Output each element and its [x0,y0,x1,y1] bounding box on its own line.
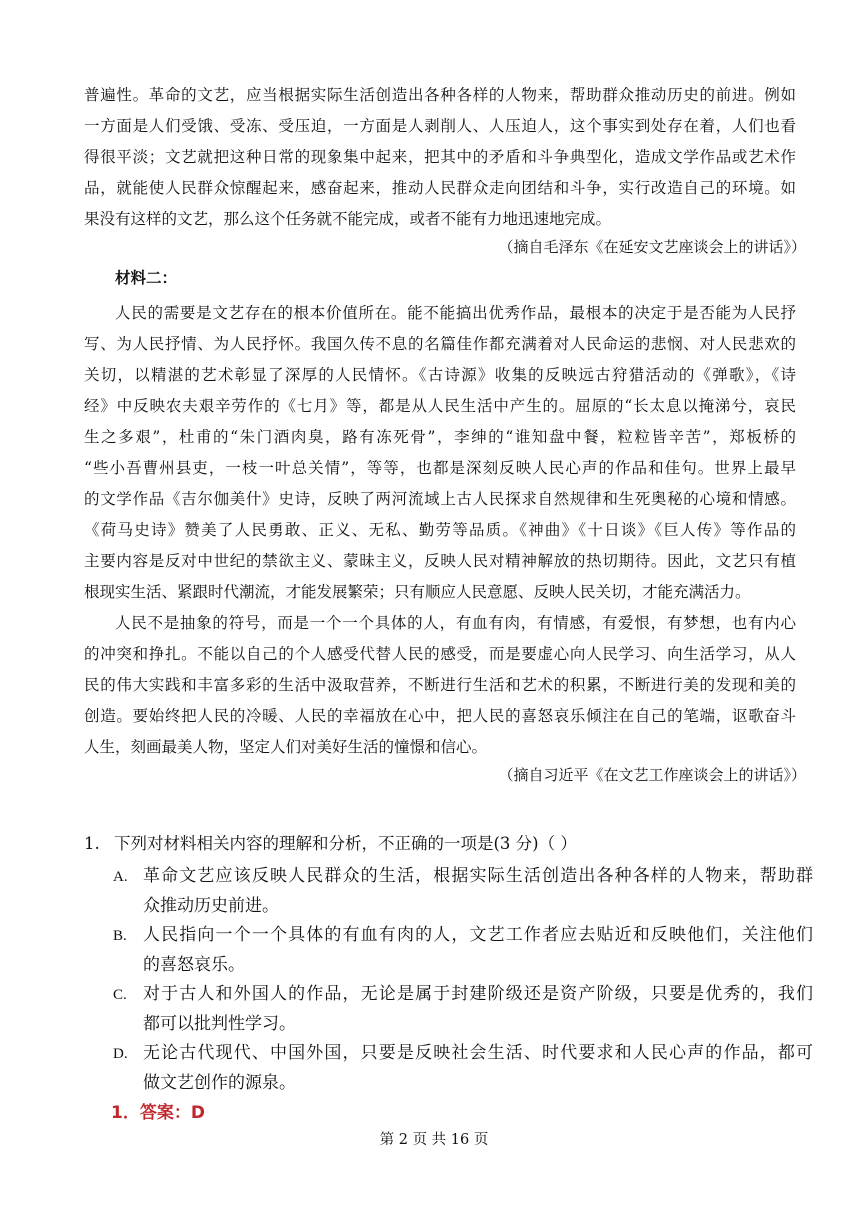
text-line: 关切，以精湛的艺术彰显了深厚的人民情怀。《古诗源》收集的反映远古狩猎活动的《弹歌》，《诗 [84,366,796,384]
option-letter: A. [113,869,128,885]
text-line: 经》中反映农夫艰辛劳作的《七月》等，都是从人民生活中产生的。屈原的“长太息以掩涕兮，哀民 [84,397,796,415]
text-line: 品，就能使人民群众惊醒起来，感奋起来，推动人民群众走向团结和斗争，实行改造自己的环境。如 [84,179,796,197]
text-line: 做文艺创作的源泉。 [143,1073,296,1093]
text-line: 人生，刻画最美人物，坚定人们对美好生活的憧憬和信心。 [84,738,488,756]
option-text [143,920,813,980]
text-line: 得很平淡；文艺就把这种日常的现象集中起来，把其中的矛盾和斗争典型化，造成文学作品或艺术作 [84,148,796,166]
question-1 [84,828,804,859]
option-text [143,861,813,921]
option-letter: C. [113,987,127,1003]
text-line: 人民不是抽象的符号，而是一个一个具体的人，有血有肉，有情感，有爱恨，有梦想，也有内心 [115,614,796,632]
answer-text: 1．答案：D [111,1103,205,1123]
material2-paragraph-1 [84,298,796,608]
text-line: 《荷马史诗》赞美了人民勇敢、正义、无私、勤劳等品质。《神曲》《十日谈》《巨人传》等作品的 [84,521,796,539]
text-line: 众推动历史前进。 [143,896,279,916]
question-stem: 下列对材料相关内容的理解和分析，不正确的一项是(3 分)（ ） [114,834,577,853]
option-text [143,979,813,1039]
page-number-footer: 第 2 页 共 16 页 [379,1132,489,1148]
text-line: 民的伟大实践和丰富多彩的生活中汲取营养，不断进行生活和艺术的积累，不断进行美的发现和美的 [84,676,796,694]
text-line: 人民指向一个一个具体的有血有肉的人，文艺工作者应去贴近和反映他们，关注他们 [143,925,813,945]
text-line: 革命文艺应该反映人民群众的生活，根据实际生活创造出各种各样的人物来，帮助群 [143,866,813,886]
text-line: 一方面是人们受饿、受冻、受压迫，一方面是人剥削人、人压迫人，这个事实到处存在着，人们也看 [84,117,796,135]
material2-heading: 材料二： [115,269,178,287]
text-line: 人民的需要是文艺存在的根本价值所在。能不能搞出优秀作品，最根本的决定于是否能为人民抒 [115,304,796,322]
material2-citation: （摘自习近平《在文艺工作座谈会上的讲话》） [498,766,806,784]
text-line: 无论古代现代、中国外国，只要是反映社会生活、时代要求和人民心声的作品，都可 [143,1043,813,1063]
option-letter: D. [113,1046,128,1062]
option-letter: B. [113,928,127,944]
text-line: 写、为人民抒情、为人民抒怀。我国久传不息的名篇佳作都充满着对人民命运的悲悯、对人民悲欢的 [84,335,796,353]
text-line: 生之多艰”，杜甫的“朱门酒肉臭，路有冻死骨”，李绅的“谁知盘中餐，粒粒皆辛苦”，郑板桥的 [84,428,796,446]
question-number: 1. [84,834,100,853]
text-line: 都可以批判性学习。 [143,1014,296,1034]
option-text [143,1038,813,1098]
text-line: 创造。要始终把人民的冷暖、人民的幸福放在心中，把人民的喜怒哀乐倾注在自己的笔端，讴歌奋斗 [84,707,796,725]
text-line: 的文学作品《吉尔伽美什》史诗，反映了两河流域上古人民探求自然规律和生死奥秘的心境和情感。 [84,490,796,508]
text-line: 的冲突和挣扎。不能以自己的个人感受代替人民的感受，而是要虚心向人民学习、向生活学习，从人 [84,645,796,663]
text-line: “些小吾曹州县吏，一枝一叶总关情”，等等，也都是深刻反映人民心声的作品和佳句。世界上最早 [84,459,796,477]
material2-paragraph-2 [84,608,796,763]
material1-paragraph [84,80,796,235]
text-line: 普遍性。革命的文艺，应当根据实际生活创造出各种各样的人物来，帮助群众推动历史的前进。例如 [84,86,796,104]
text-line: 根现实生活、紧跟时代潮流，才能发展繁荣；只有顺应人民意愿、反映人民关切，才能充满活力。 [84,583,751,601]
material1-citation: （摘自毛泽东《在延安文艺座谈会上的讲话》） [498,238,806,256]
text-line: 的喜怒哀乐。 [143,955,245,975]
text-line: 主要内容是反对中世纪的禁欲主义、蒙昧主义，反映人民对精神解放的热切期待。因此，文艺只有植 [84,552,796,570]
text-line: 果没有这样的文艺，那么这个任务就不能完成，或者不能有力地迅速地完成。 [84,210,612,228]
text-line: 对于古人和外国人的作品，无论是属于封建阶级还是资产阶级，只要是优秀的，我们 [143,984,813,1004]
